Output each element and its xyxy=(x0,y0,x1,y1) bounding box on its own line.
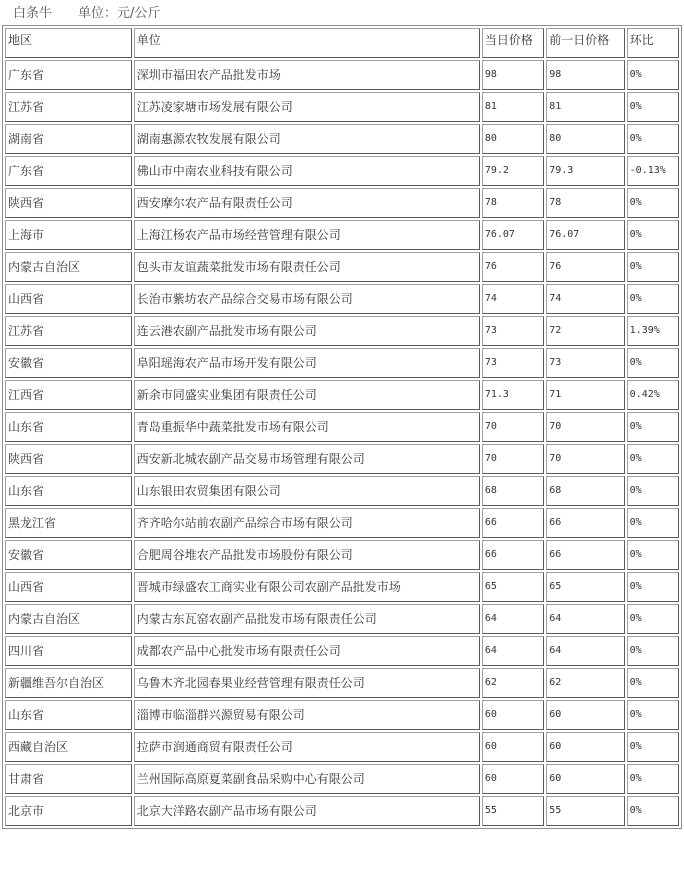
cell-prev-price: 64 xyxy=(546,636,624,666)
table-row xyxy=(5,700,679,730)
cell-prev-price: 66 xyxy=(546,540,624,570)
table-row xyxy=(5,188,679,218)
table-row xyxy=(5,124,679,154)
cell-unit: 江苏凌家塘市场发展有限公司 xyxy=(134,92,480,122)
cell-region: 山东省 xyxy=(5,412,132,442)
cell-unit: 拉萨市润通商贸有限责任公司 xyxy=(134,732,480,762)
cell-today-price: 66 xyxy=(482,540,544,570)
header-row xyxy=(5,28,679,58)
table-row xyxy=(5,444,679,474)
cell-change: 0% xyxy=(627,604,679,634)
table-row xyxy=(5,764,679,794)
table-row xyxy=(5,348,679,378)
cell-unit: 北京大洋路农副产品市场有限公司 xyxy=(134,796,480,826)
cell-unit: 合肥周谷堆农产品批发市场股份有限公司 xyxy=(134,540,480,570)
cell-prev-price: 64 xyxy=(546,604,624,634)
cell-region: 上海市 xyxy=(5,220,132,250)
cell-prev-price: 68 xyxy=(546,476,624,506)
cell-today-price: 80 xyxy=(482,124,544,154)
cell-change: 0% xyxy=(627,668,679,698)
cell-today-price: 74 xyxy=(482,284,544,314)
table-row xyxy=(5,508,679,538)
cell-today-price: 55 xyxy=(482,796,544,826)
cell-region: 安徽省 xyxy=(5,540,132,570)
cell-change: 0% xyxy=(627,92,679,122)
cell-today-price: 65 xyxy=(482,572,544,602)
cell-today-price: 79.2 xyxy=(482,156,544,186)
table-row xyxy=(5,540,679,570)
cell-change: 0% xyxy=(627,764,679,794)
cell-region: 江苏省 xyxy=(5,92,132,122)
cell-region: 湖南省 xyxy=(5,124,132,154)
product-name: 白条牛 xyxy=(13,6,53,21)
cell-change: 0% xyxy=(627,636,679,666)
cell-change: 0% xyxy=(627,732,679,762)
cell-region: 甘肃省 xyxy=(5,764,132,794)
cell-prev-price: 55 xyxy=(546,796,624,826)
cell-prev-price: 78 xyxy=(546,188,624,218)
cell-today-price: 66 xyxy=(482,508,544,538)
cell-unit: 成都农产品中心批发市场有限责任公司 xyxy=(134,636,480,666)
cell-prev-price: 76 xyxy=(546,252,624,282)
cell-today-price: 70 xyxy=(482,412,544,442)
cell-today-price: 60 xyxy=(482,764,544,794)
table-row xyxy=(5,572,679,602)
cell-unit: 青岛重振华中蔬菜批发市场有限公司 xyxy=(134,412,480,442)
cell-today-price: 81 xyxy=(482,92,544,122)
table-row xyxy=(5,732,679,762)
cell-prev-price: 60 xyxy=(546,700,624,730)
cell-change: 0% xyxy=(627,572,679,602)
cell-change: 0% xyxy=(627,412,679,442)
cell-today-price: 73 xyxy=(482,316,544,346)
cell-today-price: 64 xyxy=(482,636,544,666)
cell-region: 山西省 xyxy=(5,284,132,314)
cell-unit: 深圳市福田农产品批发市场 xyxy=(134,60,480,90)
cell-change: 0% xyxy=(627,796,679,826)
table-row xyxy=(5,252,679,282)
cell-today-price: 70 xyxy=(482,444,544,474)
cell-unit: 长治市紫坊农产品综合交易市场有限公司 xyxy=(134,284,480,314)
header-change: 环比 xyxy=(627,28,679,58)
cell-today-price: 62 xyxy=(482,668,544,698)
cell-region: 北京市 xyxy=(5,796,132,826)
cell-change: 0% xyxy=(627,220,679,250)
table-row xyxy=(5,60,679,90)
cell-region: 山西省 xyxy=(5,572,132,602)
table-row xyxy=(5,604,679,634)
cell-today-price: 76.07 xyxy=(482,220,544,250)
table-row xyxy=(5,796,679,826)
cell-unit: 包头市友谊蔬菜批发市场有限责任公司 xyxy=(134,252,480,282)
cell-change: 0% xyxy=(627,444,679,474)
cell-prev-price: 80 xyxy=(546,124,624,154)
cell-prev-price: 76.07 xyxy=(546,220,624,250)
cell-region: 四川省 xyxy=(5,636,132,666)
cell-change: 0% xyxy=(627,188,679,218)
cell-prev-price: 71 xyxy=(546,380,624,410)
cell-unit: 新余市同盛实业集团有限责任公司 xyxy=(134,380,480,410)
cell-today-price: 68 xyxy=(482,476,544,506)
cell-today-price: 98 xyxy=(482,60,544,90)
cell-today-price: 76 xyxy=(482,252,544,282)
cell-prev-price: 72 xyxy=(546,316,624,346)
cell-prev-price: 60 xyxy=(546,764,624,794)
header-unit: 单位 xyxy=(134,28,480,58)
cell-unit: 乌鲁木齐北园春果业经营管理有限责任公司 xyxy=(134,668,480,698)
cell-change: 0% xyxy=(627,476,679,506)
cell-change: 0% xyxy=(627,284,679,314)
cell-change: 1.39% xyxy=(627,316,679,346)
table-row xyxy=(5,92,679,122)
table-caption xyxy=(13,5,160,23)
cell-today-price: 73 xyxy=(482,348,544,378)
cell-unit: 晋城市绿盛农工商实业有限公司农副产品批发市场 xyxy=(134,572,480,602)
cell-region: 陕西省 xyxy=(5,188,132,218)
cell-prev-price: 74 xyxy=(546,284,624,314)
cell-region: 黑龙江省 xyxy=(5,508,132,538)
cell-change: 0% xyxy=(627,60,679,90)
cell-unit: 湖南惠源农牧发展有限公司 xyxy=(134,124,480,154)
cell-unit: 阜阳瑶海农产品市场开发有限公司 xyxy=(134,348,480,378)
cell-prev-price: 70 xyxy=(546,444,624,474)
table-row xyxy=(5,284,679,314)
cell-region: 陕西省 xyxy=(5,444,132,474)
table-row xyxy=(5,476,679,506)
cell-prev-price: 79.3 xyxy=(546,156,624,186)
table-row xyxy=(5,668,679,698)
cell-region: 内蒙古自治区 xyxy=(5,252,132,282)
header-today-price: 当日价格 xyxy=(482,28,544,58)
cell-change: 0% xyxy=(627,540,679,570)
cell-change: 0% xyxy=(627,508,679,538)
cell-unit: 西安摩尔农产品有限责任公司 xyxy=(134,188,480,218)
cell-unit: 山东银田农贸集团有限公司 xyxy=(134,476,480,506)
price-table xyxy=(2,25,682,829)
cell-prev-price: 70 xyxy=(546,412,624,442)
cell-prev-price: 66 xyxy=(546,508,624,538)
cell-region: 山东省 xyxy=(5,700,132,730)
cell-unit: 内蒙古东瓦窑农副产品批发市场有限责任公司 xyxy=(134,604,480,634)
cell-change: 0.42% xyxy=(627,380,679,410)
cell-change: 0% xyxy=(627,700,679,730)
table-row xyxy=(5,412,679,442)
price-table-body xyxy=(5,28,679,826)
cell-change: 0% xyxy=(627,252,679,282)
cell-region: 江西省 xyxy=(5,380,132,410)
table-row xyxy=(5,156,679,186)
table-row xyxy=(5,636,679,666)
header-region: 地区 xyxy=(5,28,132,58)
cell-prev-price: 81 xyxy=(546,92,624,122)
cell-prev-price: 65 xyxy=(546,572,624,602)
cell-region: 山东省 xyxy=(5,476,132,506)
table-row xyxy=(5,380,679,410)
cell-prev-price: 73 xyxy=(546,348,624,378)
cell-today-price: 64 xyxy=(482,604,544,634)
cell-prev-price: 60 xyxy=(546,732,624,762)
cell-prev-price: 62 xyxy=(546,668,624,698)
unit-label: 单位：元/公斤 xyxy=(78,6,161,21)
cell-region: 广东省 xyxy=(5,60,132,90)
cell-prev-price: 98 xyxy=(546,60,624,90)
cell-today-price: 60 xyxy=(482,732,544,762)
cell-region: 内蒙古自治区 xyxy=(5,604,132,634)
cell-today-price: 71.3 xyxy=(482,380,544,410)
cell-unit: 淄博市临淄群兴源贸易有限公司 xyxy=(134,700,480,730)
cell-unit: 上海江杨农产品市场经营管理有限公司 xyxy=(134,220,480,250)
cell-today-price: 60 xyxy=(482,700,544,730)
cell-change: 0% xyxy=(627,348,679,378)
cell-unit: 齐齐哈尔站前农副产品综合市场有限公司 xyxy=(134,508,480,538)
table-row xyxy=(5,220,679,250)
cell-region: 西藏自治区 xyxy=(5,732,132,762)
cell-unit: 连云港农副产品批发市场有限公司 xyxy=(134,316,480,346)
cell-change: -0.13% xyxy=(627,156,679,186)
cell-unit: 兰州国际高原夏菜副食品采购中心有限公司 xyxy=(134,764,480,794)
cell-region: 安徽省 xyxy=(5,348,132,378)
cell-today-price: 78 xyxy=(482,188,544,218)
cell-unit: 佛山市中南农业科技有限公司 xyxy=(134,156,480,186)
header-prev-price: 前一日价格 xyxy=(546,28,624,58)
cell-change: 0% xyxy=(627,124,679,154)
table-row xyxy=(5,316,679,346)
cell-region: 新疆维吾尔自治区 xyxy=(5,668,132,698)
cell-region: 江苏省 xyxy=(5,316,132,346)
cell-unit: 西安新北城农副产品交易市场管理有限公司 xyxy=(134,444,480,474)
cell-region: 广东省 xyxy=(5,156,132,186)
